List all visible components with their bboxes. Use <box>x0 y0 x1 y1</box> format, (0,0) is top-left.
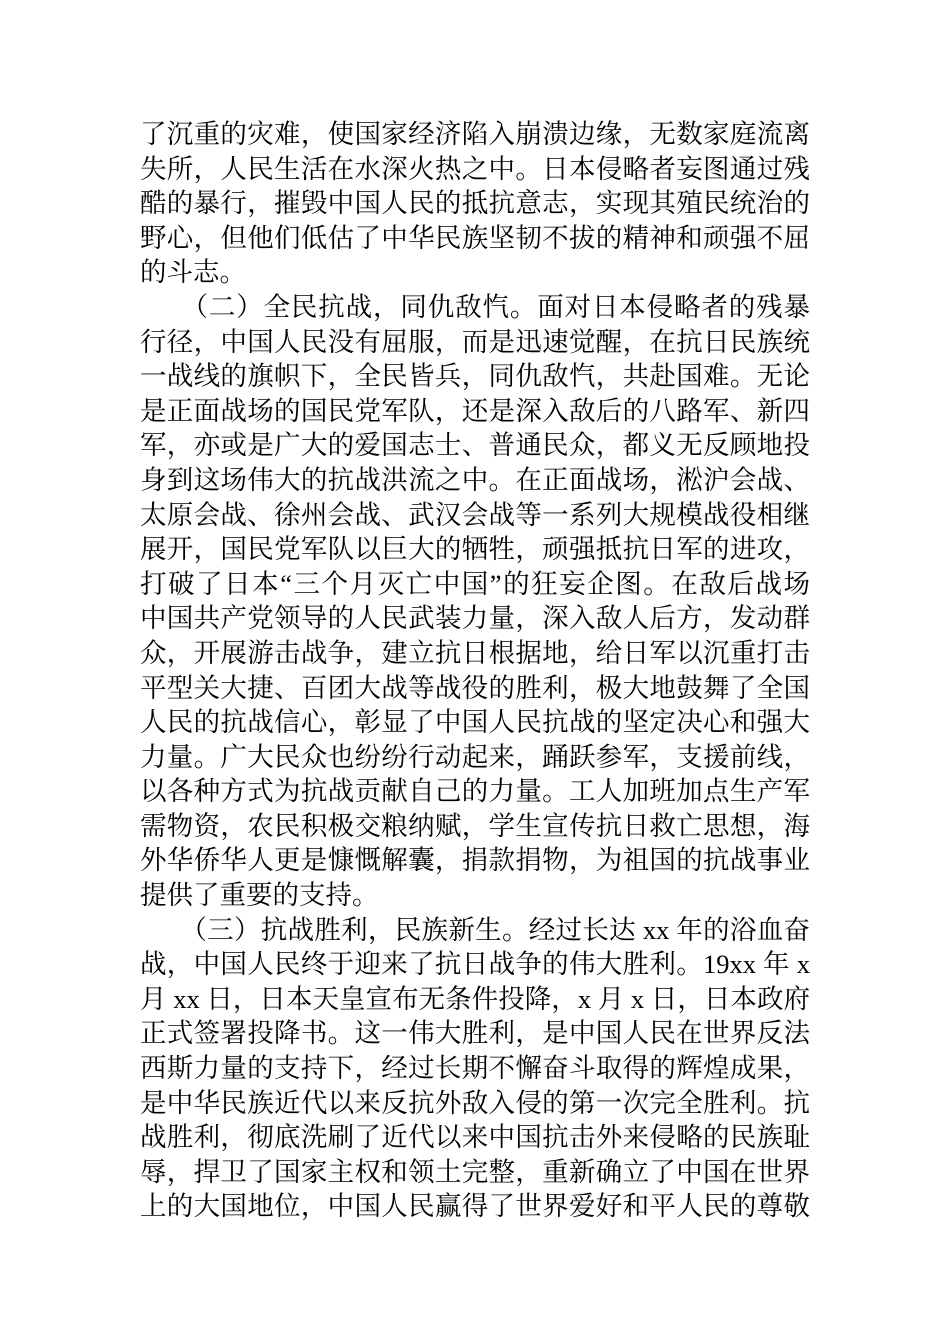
text-line-22: 外华侨华人更是慷慨解囊，捐款捐物，为祖国的抗战事业 <box>140 845 810 876</box>
text-line-5: 的斗志。 <box>140 257 246 288</box>
document-body <box>140 117 810 1224</box>
text-line-32: 上的大国地位，中国人民赢得了世界爱好和平人民的尊敬 <box>140 1191 810 1222</box>
text-line-29: 是中华民族近代以来反抗外敌入侵的第一次完全胜利。抗 <box>140 1087 810 1118</box>
text-line-17: 平型关大捷、百团大战等战役的胜利，极大地鼓舞了全国 <box>140 672 810 703</box>
text-line-19: 力量。广大民众也纷纷行动起来，踊跃参军，支援前线， <box>140 741 810 772</box>
text-line-14: 打破了日本“三个月灭亡中国”的狂妄企图。在敌后战场 <box>140 568 810 599</box>
text-line-18: 人民的抗战信心，彰显了中国人民抗战的坚定决心和强大 <box>140 707 810 738</box>
text-line-13: 展开，国民党军队以巨大的牺牲，顽强抵抗日军的进攻， <box>140 534 810 565</box>
text-line-7: 行径，中国人民没有屈服，而是迅速觉醒，在抗日民族统 <box>140 326 810 357</box>
text-line-12: 太原会战、徐州会战、武汉会战等一系列大规模战役相继 <box>140 499 810 530</box>
text-line-2: 失所，人民生活在水深火热之中。日本侵略者妄图通过残 <box>140 153 810 184</box>
text-line-30: 战胜利，彻底洗刷了近代以来中国抗击外来侵略的民族耻 <box>140 1122 810 1153</box>
text-line-16: 众，开展游击战争，建立抗日根据地，给日军以沉重打击 <box>140 637 810 668</box>
text-line-1: 了沉重的灾难，使国家经济陷入崩溃边缘，无数家庭流离 <box>140 119 810 149</box>
text-line-25: 战，中国人民终于迎来了抗日战争的伟大胜利。19xx 年 x <box>140 949 810 980</box>
text-line-6: （二）全民抗战，同仇敌忾。面对日本侵略者的残暴 <box>140 291 810 322</box>
text-line-4: 野心，但他们低估了中华民族坚韧不拔的精神和顽强不屈 <box>140 222 810 253</box>
text-line-15: 中国共产党领导的人民武装力量，深入敌人后方，发动群 <box>140 603 810 634</box>
text-line-24: （三）抗战胜利，民族新生。经过长达 xx 年的浴血奋 <box>140 914 810 945</box>
text-line-20: 以各种方式为抗战贡献自己的力量。工人加班加点生产军 <box>140 776 810 807</box>
text-line-9: 是正面战场的国民党军队，还是深入敌后的八路军、新四 <box>140 395 810 426</box>
text-line-28: 西斯力量的支持下，经过长期不懈奋斗取得的辉煌成果， <box>140 1053 810 1084</box>
text-line-8: 一战线的旗帜下，全民皆兵，同仇敌忾，共赴国难。无论 <box>140 361 810 392</box>
text-line-23: 提供了重要的支持。 <box>140 880 379 911</box>
text-line-26: 月 xx 日，日本天皇宣布无条件投降，x 月 x 日，日本政府 <box>140 983 810 1014</box>
text-line-31: 辱，捍卫了国家主权和领土完整，重新确立了中国在世界 <box>140 1156 810 1187</box>
text-line-10: 军，亦或是广大的爱国志士、普通民众，都义无反顾地投 <box>140 430 810 461</box>
text-line-21: 需物资，农民积极交粮纳赋，学生宣传抗日救亡思想，海 <box>140 810 810 841</box>
text-line-3: 酷的暴行，摧毁中国人民的抵抗意志，实现其殖民统治的 <box>140 188 810 219</box>
text-line-27: 正式签署投降书。这一伟大胜利，是中国人民在世界反法 <box>140 1018 810 1049</box>
text-line-11: 身到这场伟大的抗战洪流之中。在正面战场，淞沪会战、 <box>140 464 810 495</box>
